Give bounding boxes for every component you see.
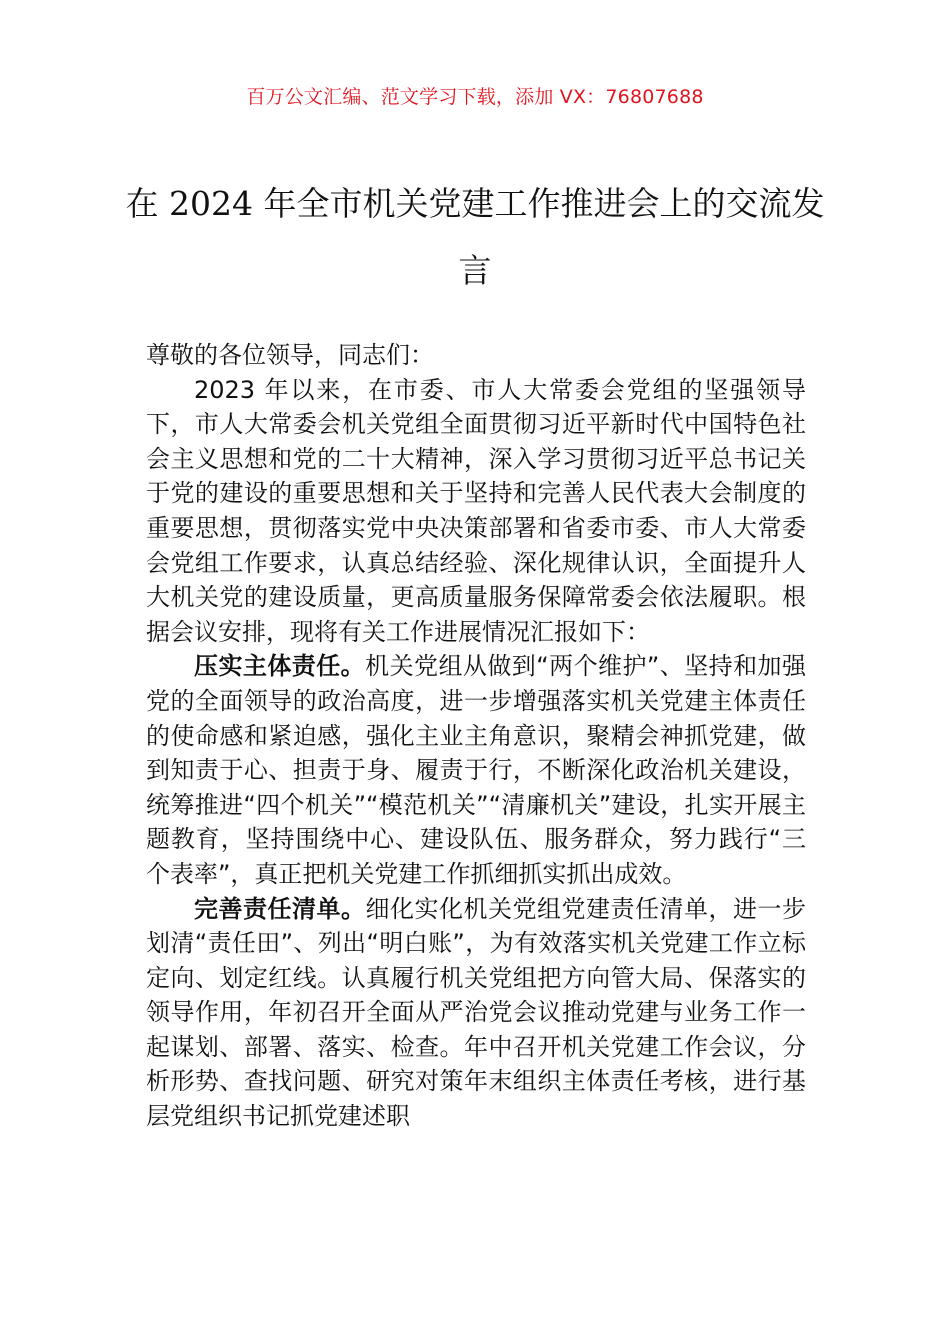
paragraph-heading: 压实主体责任。 [194, 652, 366, 681]
paragraph-intro [146, 373, 806, 650]
paragraph-text: 细化实化机关党组党建责任清单，进一步划清“责任田”、列出“明白账”，为有效落实机关党建工作立标定向、划定红线。认真履行机关党组把方向管大局、保落实的领导作用，年初召开全面从严治党会议推动党建与业务工作一起谋划、部署、落实、检查。年中召开机关党建工作会议，分析形势、查找问题、研究对策年末组织主体责任考核，进行基层党组织书记抓党建述职 [146, 894, 806, 1131]
download-notice: 百万公文汇编、范文学习下载，添加 VX：76807688 [246, 86, 704, 108]
paragraph-text: 机关党组从做到“两个维护”、坚持和加强党的全面领导的政治高度，进一步增强落实机关党建主体责任的使命感和紧迫感，强化主业主角意识，聚精会神抓党建，做到知责于心、担责于身、履责于行，不断深化政治机关建设，统筹推进“四个机关”“模范机关”“清廉机关”建设，扎实开展主题教育，坚持围绕中心、建设队伍、服务群众，努力践行“三个表率”，真正把机关党建工作抓细抓实抓出成效。 [146, 652, 807, 888]
paragraph-text: 2023 年以来，在市委、市人大常委会党组的坚强领导下，市人大常委会机关党组全面贯彻习近平新时代中国特色社会主义思想和党的二十大精神，深入学习贯彻习近平总书记关于党的建设的重要思想和关于坚持和完善人民代表大会制度的重要思想，贯彻落实党中央决策部署和省委市委、市人大常委会党组工作要求，认真总结经验、深化规律认识，全面提升人大机关党的建设质量，更高质量服务保障常委会依法履职。根据会议安排，现将有关工作进展情况汇报如下： [146, 375, 806, 646]
paragraph-checklist [146, 892, 806, 1134]
document-title: 在 2024 年全市机关党建工作推进会上的交流发言 [125, 184, 825, 290]
salutation: 尊敬的各位领导，同志们： [146, 341, 434, 369]
paragraph-responsibility [146, 649, 806, 891]
paragraph-heading: 完善责任清单。 [194, 894, 366, 923]
document-body [146, 338, 806, 1134]
